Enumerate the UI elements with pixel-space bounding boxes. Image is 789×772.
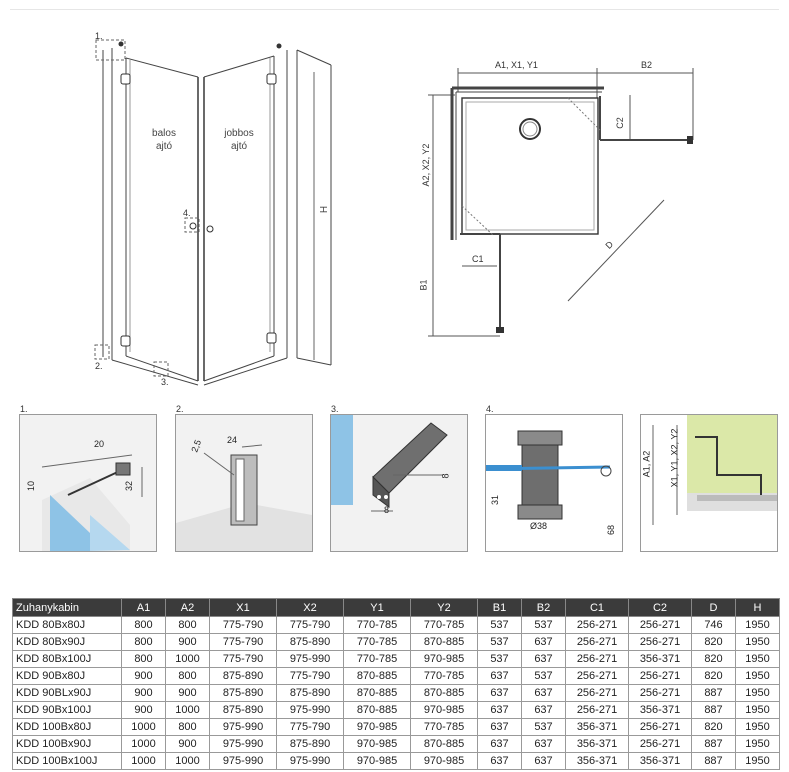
table-cell: 256-271: [629, 668, 692, 685]
table-cell: 356-371: [566, 753, 629, 770]
table-cell: 870-885: [411, 736, 478, 753]
detail-3-dim-2: 8: [384, 505, 390, 515]
table-cell: 256-271: [566, 668, 629, 685]
col-header: Y1: [344, 599, 411, 617]
table-cell: 800: [166, 719, 210, 736]
table-cell: 975-990: [210, 719, 277, 736]
table-cell: 1950: [736, 668, 780, 685]
table-cell: 256-271: [566, 651, 629, 668]
detail-5-drawing: [641, 415, 777, 551]
height-label: H: [319, 205, 331, 214]
table-cell: 256-271: [629, 634, 692, 651]
table-cell: 1000: [166, 753, 210, 770]
table-cell: 637: [478, 702, 522, 719]
table-cell: 870-885: [411, 634, 478, 651]
right-door-line1: jobbos: [224, 128, 254, 139]
table-row: [13, 685, 780, 702]
table-cell: 887: [692, 736, 736, 753]
plan-dim-c1: C1: [472, 254, 484, 264]
detail-1-number: 1.: [20, 404, 28, 414]
col-header: C2: [629, 599, 692, 617]
table-cell: 887: [692, 702, 736, 719]
table-cell: 900: [166, 736, 210, 753]
detail-4-dim-3: 68: [606, 524, 617, 536]
table-cell: 637: [478, 753, 522, 770]
table-cell: 775-790: [277, 668, 344, 685]
table-cell: 256-271: [566, 702, 629, 719]
table-cell: 970-985: [344, 753, 411, 770]
detail-4-dim-2: Ø38: [530, 521, 548, 531]
table-cell: 800: [122, 634, 166, 651]
table-cell: 356-371: [566, 719, 629, 736]
detail-panel-3: [330, 414, 468, 552]
table-cell: 637: [522, 736, 566, 753]
plan-dim-b2: B2: [641, 60, 653, 70]
table-cell: 770-785: [411, 617, 478, 634]
col-header: X2: [277, 599, 344, 617]
detail-3-drawing: [331, 415, 467, 551]
table-cell: 637: [522, 634, 566, 651]
table-row: [13, 702, 780, 719]
table-cell: 875-890: [210, 702, 277, 719]
detail-2-dim-1: 2,5: [189, 438, 204, 454]
table-cell: 770-785: [411, 719, 478, 736]
col-header: D: [692, 599, 736, 617]
table-cell: 900: [122, 668, 166, 685]
table-cell: 875-890: [210, 668, 277, 685]
table-cell: 1950: [736, 719, 780, 736]
col-header: A1: [122, 599, 166, 617]
table-cell: 537: [522, 668, 566, 685]
table-cell: 256-271: [566, 685, 629, 702]
table-cell: 637: [478, 668, 522, 685]
table-cell: 820: [692, 651, 736, 668]
table-cell: 356-371: [629, 702, 692, 719]
detail-2-dim-2: 24: [227, 435, 238, 445]
table-cell: 1950: [736, 685, 780, 702]
left-door-line1: balos: [152, 128, 176, 139]
table-cell: 537: [478, 634, 522, 651]
table-cell: KDD 80Bx90J: [13, 634, 122, 651]
table-cell: 975-990: [277, 753, 344, 770]
table-cell: KDD 90BLx90J: [13, 685, 122, 702]
callout-3: 3.: [161, 377, 169, 387]
table-row: [13, 719, 780, 736]
table-row: [13, 634, 780, 651]
callout-4: 4.: [183, 208, 191, 218]
callout-1: 1.: [95, 31, 103, 41]
detail-panel-5: [640, 414, 778, 552]
table-cell: 637: [522, 753, 566, 770]
table-cell: 637: [522, 685, 566, 702]
table-cell: 975-990: [277, 651, 344, 668]
table-row: [13, 753, 780, 770]
plan-dim-a2: A2, X2, Y2: [421, 143, 431, 187]
table-cell: 900: [122, 685, 166, 702]
detail-4-number: 4.: [486, 404, 494, 414]
table-cell: 970-985: [411, 753, 478, 770]
table-cell: 887: [692, 753, 736, 770]
table-cell: 870-885: [344, 702, 411, 719]
col-header: A2: [166, 599, 210, 617]
table-cell: 800: [166, 668, 210, 685]
table-cell: 637: [478, 685, 522, 702]
col-header: X1: [210, 599, 277, 617]
table-cell: KDD 90Bx80J: [13, 668, 122, 685]
table-cell: 970-985: [411, 651, 478, 668]
table-cell: 637: [522, 651, 566, 668]
detail-panel-1: [19, 414, 157, 552]
table-row: [13, 617, 780, 634]
table-cell: 746: [692, 617, 736, 634]
plan-dim-c2: C2: [614, 117, 625, 129]
table-cell: 1950: [736, 651, 780, 668]
table-cell: 800: [122, 651, 166, 668]
detail-panel-4: [485, 414, 623, 552]
detail-3-dim-1: 8: [440, 473, 451, 479]
table-cell: 256-271: [629, 736, 692, 753]
table-cell: 1000: [166, 702, 210, 719]
spec-table: [12, 598, 780, 770]
table-cell: 820: [692, 634, 736, 651]
table-cell: 775-790: [210, 617, 277, 634]
table-cell: KDD 100Bx100J: [13, 753, 122, 770]
table-cell: 975-990: [210, 753, 277, 770]
table-cell: KDD 100Bx90J: [13, 736, 122, 753]
detail-1-dim-2: 10: [26, 480, 37, 492]
table-cell: 875-890: [277, 634, 344, 651]
detail-panel-2: [175, 414, 313, 552]
table-cell: 356-371: [629, 651, 692, 668]
callout-2: 2.: [95, 361, 103, 371]
detail-4-drawing: [486, 415, 622, 551]
table-cell: 537: [522, 617, 566, 634]
table-cell: 637: [478, 719, 522, 736]
table-cell: 256-271: [566, 634, 629, 651]
table-cell: 870-885: [344, 668, 411, 685]
table-cell: 770-785: [344, 617, 411, 634]
table-header-row: [13, 599, 780, 617]
table-cell: 537: [522, 719, 566, 736]
table-row: [13, 668, 780, 685]
table-cell: 875-890: [210, 685, 277, 702]
table-cell: 970-985: [411, 702, 478, 719]
table-cell: 970-985: [344, 719, 411, 736]
table-cell: 356-371: [629, 753, 692, 770]
detail-5-dim-2: X1, Y1, X2, Y2: [669, 428, 680, 488]
table-cell: 1000: [122, 753, 166, 770]
detail-1-drawing: [20, 415, 156, 551]
table-cell: 820: [692, 668, 736, 685]
table-cell: 637: [478, 736, 522, 753]
table-cell: 1950: [736, 634, 780, 651]
table-cell: KDD 100Bx80J: [13, 719, 122, 736]
table-cell: 637: [522, 702, 566, 719]
table-cell: 537: [478, 651, 522, 668]
table-cell: 875-890: [277, 685, 344, 702]
table-cell: 1950: [736, 736, 780, 753]
table-cell: 770-785: [411, 668, 478, 685]
right-door-line2: ajtó: [230, 141, 248, 152]
table-cell: 900: [122, 702, 166, 719]
table-cell: 1000: [122, 736, 166, 753]
col-header: H: [736, 599, 780, 617]
table-cell: 1950: [736, 702, 780, 719]
col-header: B2: [522, 599, 566, 617]
col-header: Y2: [411, 599, 478, 617]
table-cell: 970-985: [344, 736, 411, 753]
plan-dim-d: D: [603, 239, 616, 251]
table-cell: 770-785: [344, 651, 411, 668]
table-cell: 820: [692, 719, 736, 736]
table-cell: 900: [166, 634, 210, 651]
table-cell: 256-271: [629, 685, 692, 702]
detail-1-dim-3: 32: [124, 480, 135, 492]
detail-1-dim-1: 20: [94, 439, 105, 449]
detail-4-dim-1: 31: [490, 494, 501, 506]
table-cell: 975-990: [277, 702, 344, 719]
plan-dim-b1: B1: [418, 279, 429, 291]
table-cell: 800: [166, 617, 210, 634]
table-row: [13, 736, 780, 753]
table-cell: 770-785: [344, 634, 411, 651]
detail-2-number: 2.: [176, 404, 184, 414]
table-cell: 870-885: [344, 685, 411, 702]
col-header: Zuhanykabin: [13, 599, 122, 617]
plan-dim-a1: A1, X1, Y1: [495, 60, 538, 70]
table-cell: 1950: [736, 617, 780, 634]
table-body: [13, 617, 780, 770]
table-cell: 1000: [166, 651, 210, 668]
table-cell: 775-790: [210, 651, 277, 668]
table-cell: 356-371: [566, 736, 629, 753]
detail-2-drawing: [176, 415, 312, 551]
table-cell: KDD 90Bx100J: [13, 702, 122, 719]
table-cell: 870-885: [411, 685, 478, 702]
table-cell: 1950: [736, 753, 780, 770]
table-cell: 875-890: [277, 736, 344, 753]
table-cell: 1000: [122, 719, 166, 736]
table-cell: 900: [166, 685, 210, 702]
col-header: C1: [566, 599, 629, 617]
table-cell: 975-990: [210, 736, 277, 753]
table-cell: 256-271: [566, 617, 629, 634]
table-cell: 887: [692, 685, 736, 702]
left-door-line2: ajtó: [155, 141, 173, 152]
table-cell: 256-271: [629, 617, 692, 634]
table-cell: KDD 80Bx100J: [13, 651, 122, 668]
table-cell: 775-790: [277, 719, 344, 736]
table-cell: 800: [122, 617, 166, 634]
table-cell: KDD 80Bx80J: [13, 617, 122, 634]
table-cell: 775-790: [277, 617, 344, 634]
detail-5-dim-1: A1, A2: [641, 450, 652, 478]
table-cell: 775-790: [210, 634, 277, 651]
table-cell: 537: [478, 617, 522, 634]
col-header: B1: [478, 599, 522, 617]
table-row: [13, 651, 780, 668]
detail-3-number: 3.: [331, 404, 339, 414]
table-cell: 256-271: [629, 719, 692, 736]
